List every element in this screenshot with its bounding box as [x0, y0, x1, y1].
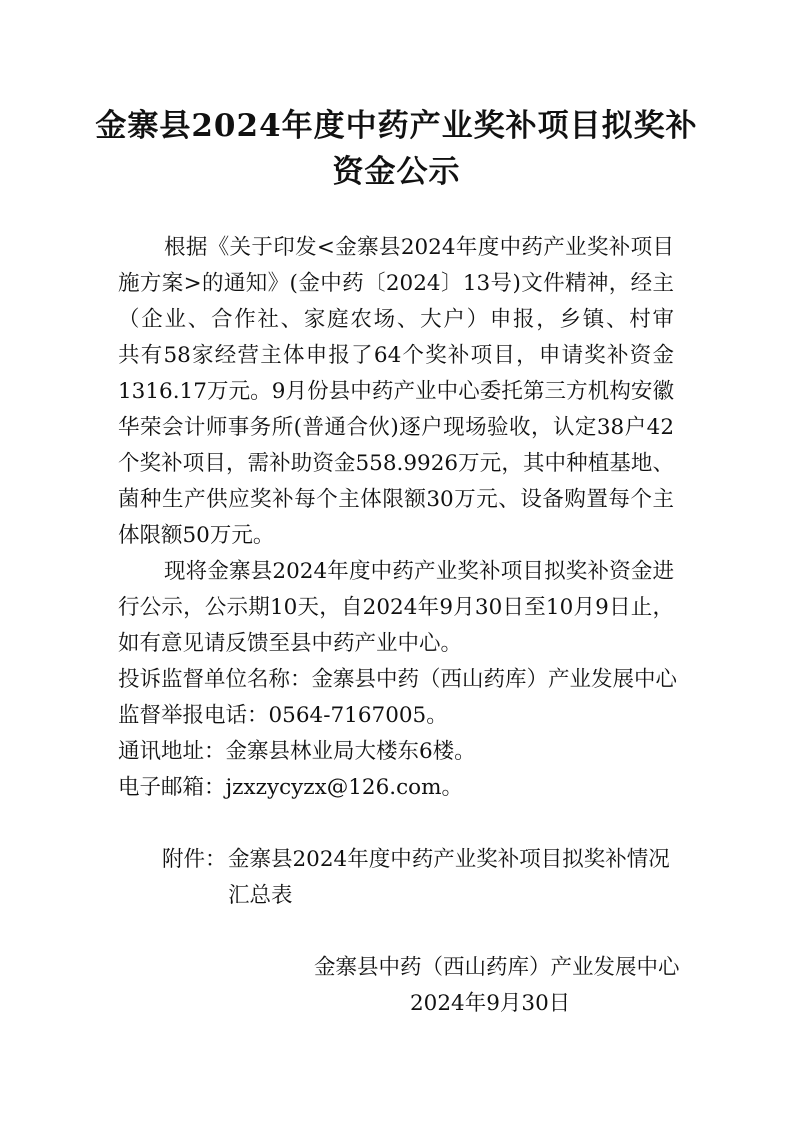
paragraph-1-line-1: 根据《关于印发<金寨县2024年度中药产业奖补项目	[164, 235, 674, 260]
paragraph-1-line-8: 菌种生产供应奖补每个主体限额30万元、设备购置每个主	[118, 487, 674, 512]
attachment-label: 附件：	[162, 847, 227, 872]
paragraph-1-line-2: 施方案>的通知》(金中药〔2024〕13号)文件精神，经主	[118, 271, 674, 296]
attachment-text-line-2: 汇总表	[228, 883, 293, 908]
hotline-line: 监督举报电话：0564-7167005。	[118, 703, 448, 728]
paragraph-2-line-1: 现将金寨县2024年度中药产业奖补项目拟奖补资金进	[164, 559, 674, 584]
paragraph-1-line-5: 1316.17万元。9月份县中药产业中心委托第三方机构安徽	[118, 379, 674, 404]
signature-organization: 金寨县中药（西山药库）产业发展中心	[314, 955, 680, 980]
email-line: 电子邮箱：jzxzycyzx@126.com。	[118, 775, 463, 800]
paragraph-1-line-6: 华荣会计师事务所(普通合伙)逐户现场验收，认定38户42	[118, 415, 674, 440]
signature-date: 2024年9月30日	[410, 991, 571, 1016]
document-title-line-2: 资金公示	[332, 154, 461, 190]
paragraph-2-line-3: 如有意见请反馈至县中药产业中心。	[118, 631, 463, 656]
paragraph-1-line-7: 个奖补项目，需补助资金558.9926万元，其中种植基地、	[118, 451, 674, 476]
paragraph-1-line-4: 共有58家经营主体申报了64个奖补项目，申请奖补资金	[118, 343, 674, 368]
paragraph-1-line-9: 体限额50万元。	[118, 523, 275, 548]
complaint-unit-line: 投诉监督单位名称：金寨县中药（西山药库）产业发展中心	[118, 667, 678, 692]
document-title-line-1: 金寨县2024年度中药产业奖补项目拟奖补	[95, 108, 698, 144]
attachment-text-line-1: 金寨县2024年度中药产业奖补项目拟奖补情况	[228, 847, 670, 872]
address-line: 通讯地址：金寨县林业局大楼东6楼。	[118, 739, 476, 764]
paragraph-1-line-3: （企业、合作社、家庭农场、大户）申报，乡镇、村审	[118, 307, 674, 332]
paragraph-2-line-2: 行公示，公示期10天，自2024年9月30日至10月9日止，	[118, 595, 674, 620]
